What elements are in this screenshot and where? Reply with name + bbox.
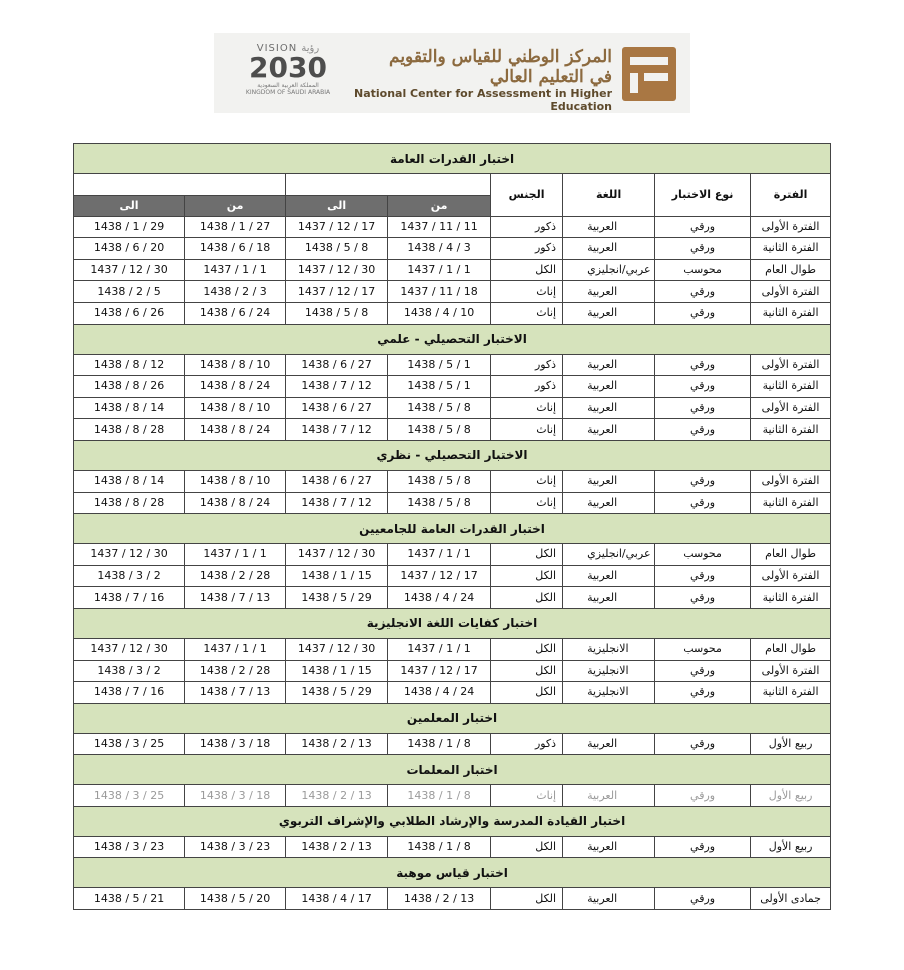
table-row xyxy=(74,259,831,281)
header-test-to: الى xyxy=(74,195,185,216)
cell-test-type: ورقي xyxy=(655,470,751,492)
cell-reg-to: 1437 / 12 / 17 xyxy=(286,216,388,238)
table-row xyxy=(74,470,831,492)
cell-reg-to: 1438 / 7 / 12 xyxy=(286,419,388,441)
vision-label: VISION xyxy=(256,43,298,54)
cell-gender: إناث xyxy=(491,492,563,514)
cell-gender: ذكور xyxy=(491,733,563,755)
cell-test-from: 1438 / 7 / 13 xyxy=(185,587,286,609)
cell-test-to: 1437 / 12 / 30 xyxy=(74,638,185,660)
cell-test-from: 1438 / 7 / 13 xyxy=(185,682,286,704)
section-header-row xyxy=(74,514,831,544)
cell-test-to: 1438 / 8 / 14 xyxy=(74,397,185,419)
cell-language: العربية xyxy=(563,836,655,858)
center-name-english: National Center for Assessment in Higher Education xyxy=(353,87,612,113)
schedule-table xyxy=(73,143,831,910)
cell-test-from: 1438 / 3 / 18 xyxy=(185,733,286,755)
cell-reg-from: 1437 / 1 / 1 xyxy=(388,259,491,281)
cell-reg-from: 1437 / 11 / 18 xyxy=(388,281,491,303)
cell-test-from: 1438 / 5 / 20 xyxy=(185,888,286,910)
cell-period: الفترة الثانية xyxy=(751,587,831,609)
cell-test-type: محوسب xyxy=(655,544,751,566)
section-header-row xyxy=(74,703,831,733)
cell-test-to: 1438 / 6 / 20 xyxy=(74,238,185,260)
cell-language: العربية xyxy=(563,216,655,238)
cell-language: عربي/انجليزي xyxy=(563,544,655,566)
header-gender: الجنس xyxy=(491,174,563,217)
cell-gender: إناث xyxy=(491,419,563,441)
column-header-row xyxy=(74,174,831,196)
table-row xyxy=(74,419,831,441)
table-row xyxy=(74,544,831,566)
header-test-period: فترة الاختبار xyxy=(74,174,286,196)
cell-reg-from: 1438 / 1 / 8 xyxy=(388,785,491,807)
cell-language: الانجليزية xyxy=(563,638,655,660)
cell-reg-to: 1438 / 4 / 17 xyxy=(286,888,388,910)
cell-period: طوال العام xyxy=(751,638,831,660)
cell-test-type: ورقي xyxy=(655,888,751,910)
cell-test-to: 1438 / 8 / 12 xyxy=(74,354,185,376)
cell-test-type: ورقي xyxy=(655,281,751,303)
cell-test-type: محوسب xyxy=(655,259,751,281)
cell-reg-from: 1438 / 4 / 3 xyxy=(388,238,491,260)
cell-test-type: ورقي xyxy=(655,565,751,587)
cell-period: الفترة الأولى xyxy=(751,565,831,587)
cell-language: العربية xyxy=(563,419,655,441)
cell-reg-to: 1438 / 6 / 27 xyxy=(286,470,388,492)
cell-language: الانجليزية xyxy=(563,682,655,704)
cell-test-to: 1438 / 2 / 5 xyxy=(74,281,185,303)
cell-test-from: 1437 / 1 / 1 xyxy=(185,259,286,281)
cell-test-from: 1438 / 8 / 10 xyxy=(185,397,286,419)
cell-test-from: 1438 / 8 / 10 xyxy=(185,354,286,376)
table-row xyxy=(74,733,831,755)
cell-language: العربية xyxy=(563,354,655,376)
section-title: اختبار القدرات العامة للجامعيين xyxy=(74,514,831,544)
cell-period: ربيع الأول xyxy=(751,733,831,755)
kingdom-en: KINGDOM OF SAUDI ARABIA xyxy=(245,89,331,96)
cell-reg-to: 1438 / 6 / 27 xyxy=(286,397,388,419)
cell-reg-from: 1438 / 5 / 8 xyxy=(388,492,491,514)
cell-test-from: 1438 / 2 / 3 xyxy=(185,281,286,303)
cell-reg-to: 1438 / 2 / 13 xyxy=(286,733,388,755)
cell-reg-from: 1438 / 5 / 8 xyxy=(388,419,491,441)
cell-reg-to: 1438 / 7 / 12 xyxy=(286,376,388,398)
cell-language: العربية xyxy=(563,565,655,587)
cell-test-type: ورقي xyxy=(655,587,751,609)
cell-test-from: 1438 / 6 / 18 xyxy=(185,238,286,260)
section-title: الاختبار التحصيلي - نظري xyxy=(74,440,831,470)
cell-test-type: ورقي xyxy=(655,660,751,682)
cell-test-to: 1438 / 6 / 26 xyxy=(74,302,185,324)
cell-reg-from: 1438 / 5 / 1 xyxy=(388,376,491,398)
cell-test-type: ورقي xyxy=(655,492,751,514)
cell-period: الفترة الأولى xyxy=(751,397,831,419)
section-title: الاختبار التحصيلي - علمي xyxy=(74,324,831,354)
cell-reg-to: 1438 / 1 / 15 xyxy=(286,565,388,587)
cell-reg-to: 1438 / 2 / 13 xyxy=(286,836,388,858)
table-row xyxy=(74,397,831,419)
table-row xyxy=(74,238,831,260)
cell-gender: ذكور xyxy=(491,216,563,238)
cell-language: العربية xyxy=(563,281,655,303)
cell-language: الانجليزية xyxy=(563,660,655,682)
table-row xyxy=(74,302,831,324)
table-row xyxy=(74,376,831,398)
table-row xyxy=(74,354,831,376)
table-row xyxy=(74,638,831,660)
cell-period: الفترة الأولى xyxy=(751,281,831,303)
cell-reg-from: 1438 / 4 / 24 xyxy=(388,682,491,704)
cell-test-to: 1438 / 8 / 14 xyxy=(74,470,185,492)
cell-reg-to: 1438 / 5 / 29 xyxy=(286,587,388,609)
cell-period: طوال العام xyxy=(751,259,831,281)
qiyas-logo-icon xyxy=(622,47,676,101)
cell-period: الفترة الأولى xyxy=(751,216,831,238)
header-test-type: نوع الاختبار xyxy=(655,174,751,217)
cell-test-from: 1438 / 1 / 27 xyxy=(185,216,286,238)
cell-period: الفترة الثانية xyxy=(751,376,831,398)
cell-period: الفترة الثانية xyxy=(751,492,831,514)
cell-test-from: 1438 / 2 / 28 xyxy=(185,565,286,587)
cell-reg-from: 1437 / 12 / 17 xyxy=(388,565,491,587)
cell-reg-to: 1437 / 12 / 30 xyxy=(286,638,388,660)
header-early-registration: فترة التسجيل المبكر xyxy=(286,174,491,196)
cell-test-from: 1438 / 6 / 24 xyxy=(185,302,286,324)
cell-reg-to: 1438 / 5 / 8 xyxy=(286,302,388,324)
header-logo xyxy=(214,33,690,113)
cell-reg-from: 1438 / 2 / 13 xyxy=(388,888,491,910)
cell-gender: الكل xyxy=(491,888,563,910)
cell-gender: الكل xyxy=(491,682,563,704)
cell-gender: الكل xyxy=(491,836,563,858)
cell-reg-from: 1438 / 5 / 1 xyxy=(388,354,491,376)
section-title: اختبار القدرات العامة xyxy=(74,144,831,174)
cell-reg-to: 1438 / 2 / 13 xyxy=(286,785,388,807)
cell-period: جمادى الأولى xyxy=(751,888,831,910)
cell-test-type: ورقي xyxy=(655,302,751,324)
cell-gender: إناث xyxy=(491,281,563,303)
header-test-from: من xyxy=(185,195,286,216)
cell-test-type: ورقي xyxy=(655,836,751,858)
cell-reg-to: 1438 / 5 / 29 xyxy=(286,682,388,704)
cell-language: العربية xyxy=(563,470,655,492)
cell-test-from: 1438 / 2 / 28 xyxy=(185,660,286,682)
cell-test-from: 1438 / 8 / 24 xyxy=(185,419,286,441)
cell-test-type: ورقي xyxy=(655,376,751,398)
table-row xyxy=(74,888,831,910)
cell-test-to: 1438 / 3 / 25 xyxy=(74,785,185,807)
cell-reg-from: 1437 / 11 / 11 xyxy=(388,216,491,238)
section-header-row xyxy=(74,806,831,836)
cell-test-from: 1438 / 8 / 24 xyxy=(185,492,286,514)
header-period: الفترة xyxy=(751,174,831,217)
cell-test-type: ورقي xyxy=(655,238,751,260)
cell-reg-from: 1438 / 4 / 24 xyxy=(388,587,491,609)
cell-test-type: محوسب xyxy=(655,638,751,660)
section-title: اختبار قياس موهبة xyxy=(74,858,831,888)
cell-period: الفترة الأولى xyxy=(751,660,831,682)
cell-reg-from: 1438 / 1 / 8 xyxy=(388,836,491,858)
cell-test-from: 1438 / 3 / 23 xyxy=(185,836,286,858)
cell-period: ربيع الأول xyxy=(751,836,831,858)
section-header-row xyxy=(74,440,831,470)
cell-reg-to: 1438 / 5 / 8 xyxy=(286,238,388,260)
cell-test-to: 1438 / 3 / 2 xyxy=(74,565,185,587)
cell-test-to: 1438 / 8 / 26 xyxy=(74,376,185,398)
cell-test-to: 1438 / 7 / 16 xyxy=(74,587,185,609)
section-title: اختبار المعلمات xyxy=(74,755,831,785)
center-name-arabic: المركز الوطني للقياس والتقويم في التعليم العالي xyxy=(389,47,612,87)
cell-language: العربية xyxy=(563,302,655,324)
cell-reg-from: 1437 / 1 / 1 xyxy=(388,638,491,660)
cell-reg-to: 1438 / 7 / 12 xyxy=(286,492,388,514)
cell-test-to: 1438 / 3 / 2 xyxy=(74,660,185,682)
cell-period: الفترة الثانية xyxy=(751,682,831,704)
section-header-row xyxy=(74,324,831,354)
table-row xyxy=(74,660,831,682)
cell-test-to: 1437 / 12 / 30 xyxy=(74,259,185,281)
cell-reg-to: 1437 / 12 / 17 xyxy=(286,281,388,303)
cell-reg-to: 1437 / 12 / 30 xyxy=(286,259,388,281)
header-reg-from: من xyxy=(388,195,491,216)
header-language: اللغة xyxy=(563,174,655,217)
cell-test-type: ورقي xyxy=(655,419,751,441)
cell-test-to: 1438 / 7 / 16 xyxy=(74,682,185,704)
cell-test-to: 1437 / 12 / 30 xyxy=(74,544,185,566)
cell-language: العربية xyxy=(563,376,655,398)
cell-language: العربية xyxy=(563,397,655,419)
cell-test-from: 1437 / 1 / 1 xyxy=(185,638,286,660)
cell-reg-from: 1437 / 1 / 1 xyxy=(388,544,491,566)
cell-gender: ذكور xyxy=(491,238,563,260)
header-reg-to: الى xyxy=(286,195,388,216)
cell-reg-from: 1438 / 4 / 10 xyxy=(388,302,491,324)
cell-test-type: ورقي xyxy=(655,682,751,704)
cell-period: الفترة الأولى xyxy=(751,470,831,492)
cell-gender: ذكور xyxy=(491,354,563,376)
vision-ar-label: رؤية xyxy=(301,43,320,54)
cell-gender: إناث xyxy=(491,785,563,807)
cell-gender: الكل xyxy=(491,638,563,660)
section-title: اختبار القيادة المدرسة والإرشاد الطلابي والإشراف التربوي xyxy=(74,806,831,836)
cell-language: العربية xyxy=(563,733,655,755)
cell-gender: ذكور xyxy=(491,376,563,398)
cell-gender: الكل xyxy=(491,544,563,566)
cell-test-type: ورقي xyxy=(655,733,751,755)
table-row xyxy=(74,565,831,587)
table-row xyxy=(74,587,831,609)
cell-gender: الكل xyxy=(491,660,563,682)
section-header-row xyxy=(74,755,831,785)
cell-reg-from: 1438 / 1 / 8 xyxy=(388,733,491,755)
section-header-row xyxy=(74,144,831,174)
table-row xyxy=(74,682,831,704)
cell-reg-from: 1438 / 5 / 8 xyxy=(388,397,491,419)
cell-language: العربية xyxy=(563,785,655,807)
cell-test-to: 1438 / 8 / 28 xyxy=(74,419,185,441)
cell-test-to: 1438 / 8 / 28 xyxy=(74,492,185,514)
table-row xyxy=(74,281,831,303)
section-header-row xyxy=(74,608,831,638)
cell-gender: إناث xyxy=(491,470,563,492)
section-title: اختبار المعلمين xyxy=(74,703,831,733)
kingdom-ar: المملكة العربية السعودية xyxy=(257,82,319,89)
cell-test-type: ورقي xyxy=(655,397,751,419)
cell-test-to: 1438 / 3 / 25 xyxy=(74,733,185,755)
cell-test-type: ورقي xyxy=(655,216,751,238)
cell-reg-from: 1437 / 12 / 17 xyxy=(388,660,491,682)
cell-test-to: 1438 / 5 / 21 xyxy=(74,888,185,910)
cell-reg-to: 1437 / 12 / 30 xyxy=(286,544,388,566)
cell-test-to: 1438 / 1 / 29 xyxy=(74,216,185,238)
cell-reg-to: 1438 / 1 / 15 xyxy=(286,660,388,682)
table-row xyxy=(74,836,831,858)
section-header-row xyxy=(74,858,831,888)
cell-period: الفترة الثانية xyxy=(751,302,831,324)
cell-test-from: 1437 / 1 / 1 xyxy=(185,544,286,566)
vision-year: 2030 xyxy=(249,51,327,84)
cell-period: ربيع الأول xyxy=(751,785,831,807)
cell-gender: الكل xyxy=(491,587,563,609)
cell-test-from: 1438 / 8 / 10 xyxy=(185,470,286,492)
cell-test-to: 1438 / 3 / 23 xyxy=(74,836,185,858)
section-title: اختبار كفايات اللغة الانجليزية xyxy=(74,608,831,638)
cell-test-type: ورقي xyxy=(655,785,751,807)
cell-test-type: ورقي xyxy=(655,354,751,376)
cell-period: الفترة الأولى xyxy=(751,354,831,376)
table-row xyxy=(74,216,831,238)
cell-period: طوال العام xyxy=(751,544,831,566)
cell-language: العربية xyxy=(563,238,655,260)
cell-period: الفترة الثانية xyxy=(751,238,831,260)
cell-gender: الكل xyxy=(491,259,563,281)
cell-language: العربية xyxy=(563,587,655,609)
cell-period: الفترة الثانية xyxy=(751,419,831,441)
cell-test-from: 1438 / 3 / 18 xyxy=(185,785,286,807)
cell-language: العربية xyxy=(563,888,655,910)
cell-gender: إناث xyxy=(491,302,563,324)
cell-language: عربي/انجليزي xyxy=(563,259,655,281)
cell-reg-from: 1438 / 5 / 8 xyxy=(388,470,491,492)
table-row xyxy=(74,492,831,514)
cell-test-from: 1438 / 8 / 24 xyxy=(185,376,286,398)
cell-language: العربية xyxy=(563,492,655,514)
cell-gender: الكل xyxy=(491,565,563,587)
cell-gender: إناث xyxy=(491,397,563,419)
cell-reg-to: 1438 / 6 / 27 xyxy=(286,354,388,376)
table-row xyxy=(74,785,831,807)
